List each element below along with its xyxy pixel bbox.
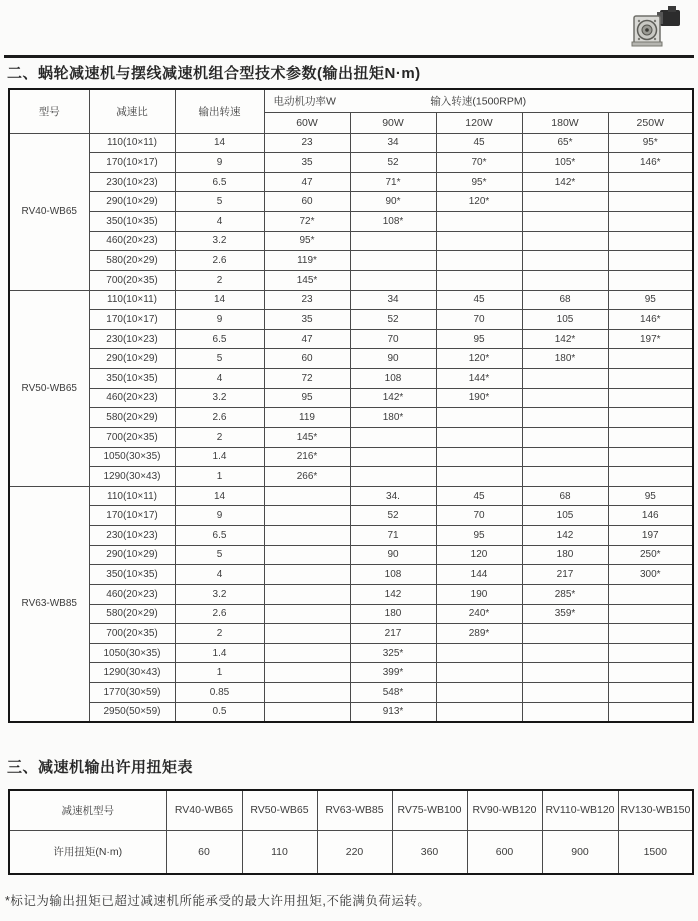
torque-value-cell: 180* <box>350 408 436 428</box>
torque-value-cell: 142 <box>350 584 436 604</box>
motor-power-label: 电动机功率W <box>273 95 336 108</box>
spec-row <box>9 427 693 447</box>
ratio-cell: 700(20×35) <box>89 270 175 290</box>
torque-value-cell: 70* <box>436 153 522 173</box>
col-header-output-speed: 输出转速 <box>175 89 264 133</box>
ratio-cell: 170(10×17) <box>89 310 175 330</box>
torque-value-cell <box>608 172 693 192</box>
ratio-cell: 170(10×17) <box>89 153 175 173</box>
torque-value-cell: 146* <box>608 153 693 173</box>
torque-value-cell <box>436 643 522 663</box>
spec-row <box>9 565 693 585</box>
torque-value-cell: 180 <box>350 604 436 624</box>
spec-row <box>9 369 693 389</box>
ratio-cell: 350(10×35) <box>89 212 175 232</box>
torque-value-cell: 68 <box>522 290 608 310</box>
torque-value-cell <box>350 427 436 447</box>
col-header-60w: 60W <box>264 112 350 133</box>
output-speed-cell: 6.5 <box>175 526 264 546</box>
torque-value-cell <box>436 231 522 251</box>
torque-value-cell <box>264 604 350 624</box>
torque-value-cell: 142 <box>522 526 608 546</box>
torque-value-cell <box>264 683 350 703</box>
output-speed-cell: 14 <box>175 290 264 310</box>
torque-value-cell <box>436 683 522 703</box>
torque-value-cell <box>350 270 436 290</box>
torque-value-cell: 90 <box>350 349 436 369</box>
torque-value-cell <box>436 447 522 467</box>
torque-value-cell: 95 <box>264 388 350 408</box>
output-speed-cell: 1.4 <box>175 447 264 467</box>
torque-value-cell: 70 <box>350 329 436 349</box>
torque-value-cell: 145* <box>264 270 350 290</box>
torque-model-cell: RV63-WB85 <box>317 790 392 830</box>
ratio-cell: 1050(30×35) <box>89 643 175 663</box>
ratio-cell: 110(10×11) <box>89 133 175 153</box>
torque-value-cell: 360 <box>392 830 467 874</box>
spec-row <box>9 270 693 290</box>
torque-value-cell: 95 <box>608 486 693 506</box>
torque-value-cell: 217 <box>522 565 608 585</box>
output-speed-cell: 5 <box>175 349 264 369</box>
torque-value-cell: 266* <box>264 467 350 487</box>
torque-value-cell <box>608 231 693 251</box>
torque-table <box>8 789 694 875</box>
spec-row <box>9 172 693 192</box>
torque-value-cell: 913* <box>350 702 436 722</box>
output-speed-cell: 2 <box>175 270 264 290</box>
model-cell: RV63-WB85 <box>9 486 89 722</box>
ratio-cell: 700(20×35) <box>89 427 175 447</box>
output-speed-cell: 0.5 <box>175 702 264 722</box>
spec-row <box>9 506 693 526</box>
spec-table <box>8 88 694 723</box>
col-header-power-span <box>264 89 693 112</box>
torque-value-cell <box>436 467 522 487</box>
spec-row <box>9 584 693 604</box>
torque-value-cell <box>608 388 693 408</box>
torque-value-cell: 108 <box>350 565 436 585</box>
torque-value-cell: 23 <box>264 290 350 310</box>
torque-value-cell: 120* <box>436 192 522 212</box>
torque-value-cell: 108* <box>350 212 436 232</box>
torque-value-cell <box>264 565 350 585</box>
output-speed-cell: 9 <box>175 310 264 330</box>
torque-value-cell: 120* <box>436 349 522 369</box>
torque-value-cell: 34 <box>350 290 436 310</box>
torque-value-cell: 52 <box>350 310 436 330</box>
torque-value-cell <box>608 624 693 644</box>
ratio-cell: 1770(30×59) <box>89 683 175 703</box>
torque-value-cell: 95* <box>436 172 522 192</box>
torque-value-cell: 52 <box>350 506 436 526</box>
torque-value-cell <box>264 506 350 526</box>
spec-row <box>9 212 693 232</box>
torque-value-cell: 70 <box>436 310 522 330</box>
output-speed-cell: 1 <box>175 467 264 487</box>
ratio-cell: 1050(30×35) <box>89 447 175 467</box>
output-speed-cell: 9 <box>175 506 264 526</box>
torque-value-cell: 399* <box>350 663 436 683</box>
ratio-cell: 350(10×35) <box>89 565 175 585</box>
spec-row <box>9 447 693 467</box>
spec-row <box>9 643 693 663</box>
torque-value-cell: 34. <box>350 486 436 506</box>
spec-row <box>9 624 693 644</box>
ratio-cell: 700(20×35) <box>89 624 175 644</box>
ratio-cell: 2950(50×59) <box>89 702 175 722</box>
spec-row <box>9 192 693 212</box>
output-speed-cell: 1.4 <box>175 643 264 663</box>
torque-value-cell: 105* <box>522 153 608 173</box>
gear-reducer-photo <box>624 4 686 52</box>
torque-value-cell: 548* <box>350 683 436 703</box>
spec-row <box>9 388 693 408</box>
torque-value-cell <box>264 702 350 722</box>
torque-value-cell: 600 <box>467 830 542 874</box>
ratio-cell: 110(10×11) <box>89 290 175 310</box>
ratio-cell: 460(20×23) <box>89 388 175 408</box>
output-speed-cell: 4 <box>175 565 264 585</box>
ratio-cell: 230(10×23) <box>89 329 175 349</box>
output-speed-cell: 14 <box>175 133 264 153</box>
torque-value-cell <box>436 251 522 271</box>
torque-value-cell: 47 <box>264 172 350 192</box>
torque-value-cell <box>522 624 608 644</box>
torque-value-cell: 35 <box>264 310 350 330</box>
torque-value-cell: 108 <box>350 369 436 389</box>
torque-value-cell: 90 <box>350 545 436 565</box>
ratio-cell: 460(20×23) <box>89 231 175 251</box>
torque-value-cell: 190* <box>436 388 522 408</box>
output-speed-cell: 5 <box>175 545 264 565</box>
col-header-model: 型号 <box>9 89 89 133</box>
torque-value-cell <box>608 349 693 369</box>
spec-row <box>9 604 693 624</box>
spec-row <box>9 683 693 703</box>
torque-value-cell: 34 <box>350 133 436 153</box>
torque-value-cell: 300* <box>608 565 693 585</box>
torque-value-cell <box>608 270 693 290</box>
section3-title: 三、减速机输出许用扭矩表 <box>7 759 194 776</box>
torque-value-cell: 120 <box>436 545 522 565</box>
torque-value-cell <box>608 683 693 703</box>
torque-value-cell: 900 <box>542 830 618 874</box>
torque-value-cell: 70 <box>436 506 522 526</box>
ratio-cell: 580(20×29) <box>89 408 175 428</box>
torque-value-cell <box>350 447 436 467</box>
torque-model-cell: RV90-WB120 <box>467 790 542 830</box>
ratio-cell: 290(10×29) <box>89 545 175 565</box>
torque-value-cell <box>436 427 522 447</box>
col-header-ratio: 减速比 <box>89 89 175 133</box>
torque-value-cell: 60 <box>264 192 350 212</box>
torque-value-cell <box>608 663 693 683</box>
output-speed-cell: 0.85 <box>175 683 264 703</box>
torque-value-cell: 180* <box>522 349 608 369</box>
torque-value-cell: 119 <box>264 408 350 428</box>
ratio-cell: 350(10×35) <box>89 369 175 389</box>
torque-value-cell <box>522 467 608 487</box>
torque-value-cell: 142* <box>522 329 608 349</box>
torque-value-cell <box>522 447 608 467</box>
torque-value-cell: 142* <box>350 388 436 408</box>
spec-row <box>9 663 693 683</box>
header-rule <box>4 55 694 58</box>
ratio-cell: 110(10×11) <box>89 486 175 506</box>
spec-row <box>9 349 693 369</box>
spec-row <box>9 153 693 173</box>
torque-model-cell: RV40-WB65 <box>166 790 242 830</box>
torque-value-cell: 197* <box>608 329 693 349</box>
torque-value-cell <box>608 427 693 447</box>
torque-value-cell: 144 <box>436 565 522 585</box>
section2-title: 二、蜗轮减速机与摆线减速机组合型技术参数(输出扭矩N·m) <box>7 65 421 82</box>
spec-header-row-1 <box>9 89 693 112</box>
col-header-90w: 90W <box>350 112 436 133</box>
output-speed-cell: 6.5 <box>175 172 264 192</box>
torque-value-cell <box>608 408 693 428</box>
torque-value-cell: 105 <box>522 506 608 526</box>
ratio-cell: 580(20×29) <box>89 251 175 271</box>
torque-value-cell <box>522 388 608 408</box>
torque-value-cell <box>522 270 608 290</box>
torque-value-cell <box>522 683 608 703</box>
torque-value-cell <box>436 212 522 232</box>
output-speed-cell: 4 <box>175 212 264 232</box>
torque-value-cell: 217 <box>350 624 436 644</box>
torque-value-cell: 359* <box>522 604 608 624</box>
torque-value-cell: 190 <box>436 584 522 604</box>
torque-value-cell <box>608 643 693 663</box>
output-speed-cell: 1 <box>175 663 264 683</box>
torque-value-cell <box>608 251 693 271</box>
torque-value-cell: 95 <box>436 329 522 349</box>
torque-value-cell: 250* <box>608 545 693 565</box>
torque-value-cell: 325* <box>350 643 436 663</box>
output-speed-cell: 2.6 <box>175 408 264 428</box>
torque-value-cell: 1500 <box>618 830 693 874</box>
torque-model-label: 减速机型号 <box>9 790 166 830</box>
torque-value-cell <box>350 467 436 487</box>
spec-row <box>9 702 693 722</box>
torque-value-cell: 142* <box>522 172 608 192</box>
torque-value-cell <box>608 467 693 487</box>
torque-value-cell <box>522 369 608 389</box>
input-speed-label: 输入转速(1500RPM) <box>430 95 527 108</box>
torque-value-cell <box>264 545 350 565</box>
spec-row <box>9 408 693 428</box>
torque-value-cell <box>608 212 693 232</box>
torque-value-cell <box>608 604 693 624</box>
torque-value-cell: 240* <box>436 604 522 624</box>
torque-value-cell: 220 <box>317 830 392 874</box>
torque-value-cell <box>608 584 693 604</box>
spec-row <box>9 545 693 565</box>
ratio-cell: 580(20×29) <box>89 604 175 624</box>
torque-value-cell <box>436 270 522 290</box>
torque-value-cell <box>522 643 608 663</box>
torque-value-cell: 197 <box>608 526 693 546</box>
model-cell: RV40-WB65 <box>9 133 89 290</box>
torque-model-cell: RV50-WB65 <box>242 790 317 830</box>
torque-value-cell: 90* <box>350 192 436 212</box>
ratio-cell: 230(10×23) <box>89 526 175 546</box>
ratio-cell: 1290(30×43) <box>89 467 175 487</box>
torque-value-cell <box>522 212 608 232</box>
torque-value-cell <box>608 192 693 212</box>
torque-value-cell <box>522 251 608 271</box>
col-header-250w: 250W <box>608 112 693 133</box>
torque-value-cell <box>608 369 693 389</box>
torque-value-cell <box>608 447 693 467</box>
output-speed-cell: 5 <box>175 192 264 212</box>
output-speed-cell: 14 <box>175 486 264 506</box>
torque-value-cell: 95 <box>436 526 522 546</box>
output-speed-cell: 2 <box>175 427 264 447</box>
torque-value-cell: 72* <box>264 212 350 232</box>
torque-value-cell: 180 <box>522 545 608 565</box>
output-speed-cell: 3.2 <box>175 388 264 408</box>
torque-value-cell <box>522 192 608 212</box>
output-speed-cell: 2.6 <box>175 251 264 271</box>
torque-value-cell: 52 <box>350 153 436 173</box>
torque-value-cell: 95* <box>264 231 350 251</box>
torque-model-cell: RV130-WB150 <box>618 790 693 830</box>
torque-value-cell: 95* <box>608 133 693 153</box>
model-cell: RV50-WB65 <box>9 290 89 486</box>
torque-value-row <box>9 830 693 874</box>
torque-value-cell <box>350 251 436 271</box>
torque-value-cell: 105 <box>522 310 608 330</box>
torque-value-cell: 60 <box>166 830 242 874</box>
torque-value-cell: 146 <box>608 506 693 526</box>
spec-row <box>9 467 693 487</box>
torque-value-cell <box>522 231 608 251</box>
col-header-120w: 120W <box>436 112 522 133</box>
torque-value-cell <box>264 643 350 663</box>
output-speed-cell: 4 <box>175 369 264 389</box>
torque-value-cell: 216* <box>264 447 350 467</box>
torque-value-cell: 72 <box>264 369 350 389</box>
torque-model-cell: RV110-WB120 <box>542 790 618 830</box>
torque-model-cell: RV75-WB100 <box>392 790 467 830</box>
torque-value-cell <box>436 702 522 722</box>
col-header-180w: 180W <box>522 112 608 133</box>
output-speed-cell: 9 <box>175 153 264 173</box>
torque-value-cell <box>350 231 436 251</box>
torque-value-cell: 23 <box>264 133 350 153</box>
spec-row <box>9 486 693 506</box>
torque-value-cell <box>522 663 608 683</box>
torque-value-cell: 71* <box>350 172 436 192</box>
torque-value-cell: 35 <box>264 153 350 173</box>
spec-table-body <box>9 133 693 722</box>
torque-value-label: 许用扭矩(N·m) <box>9 830 166 874</box>
spec-row <box>9 310 693 330</box>
ratio-cell: 1290(30×43) <box>89 663 175 683</box>
ratio-cell: 290(10×29) <box>89 349 175 369</box>
torque-value-cell: 68 <box>522 486 608 506</box>
ratio-cell: 290(10×29) <box>89 192 175 212</box>
torque-value-cell: 65* <box>522 133 608 153</box>
torque-value-cell <box>264 663 350 683</box>
spec-row <box>9 251 693 271</box>
output-speed-cell: 2.6 <box>175 604 264 624</box>
torque-value-cell <box>264 486 350 506</box>
torque-value-cell <box>264 526 350 546</box>
torque-value-cell: 45 <box>436 133 522 153</box>
torque-value-cell: 95 <box>608 290 693 310</box>
torque-value-cell <box>436 408 522 428</box>
ratio-cell: 460(20×23) <box>89 584 175 604</box>
torque-value-cell: 145* <box>264 427 350 447</box>
torque-value-cell: 285* <box>522 584 608 604</box>
output-speed-cell: 3.2 <box>175 584 264 604</box>
spec-row <box>9 133 693 153</box>
torque-value-cell: 110 <box>242 830 317 874</box>
output-speed-cell: 3.2 <box>175 231 264 251</box>
torque-value-cell: 71 <box>350 526 436 546</box>
spec-row <box>9 290 693 310</box>
torque-value-cell <box>264 584 350 604</box>
torque-value-cell: 144* <box>436 369 522 389</box>
torque-value-cell: 119* <box>264 251 350 271</box>
torque-value-cell: 47 <box>264 329 350 349</box>
torque-value-cell <box>264 624 350 644</box>
torque-value-cell <box>608 702 693 722</box>
torque-value-cell: 146* <box>608 310 693 330</box>
output-speed-cell: 6.5 <box>175 329 264 349</box>
ratio-cell: 230(10×23) <box>89 172 175 192</box>
torque-value-cell <box>436 663 522 683</box>
torque-value-cell <box>522 427 608 447</box>
torque-value-cell: 289* <box>436 624 522 644</box>
spec-row <box>9 329 693 349</box>
torque-value-cell <box>522 408 608 428</box>
spec-row <box>9 526 693 546</box>
spec-row <box>9 231 693 251</box>
torque-value-cell: 45 <box>436 486 522 506</box>
torque-value-cell: 60 <box>264 349 350 369</box>
gear-reducer-icon <box>624 4 686 52</box>
asterisk-footnote: *标记为输出扭矩已超过减速机所能承受的最大许用扭矩,不能满负荷运转。 <box>5 894 431 908</box>
torque-value-cell <box>522 702 608 722</box>
torque-model-row <box>9 790 693 830</box>
torque-value-cell: 45 <box>436 290 522 310</box>
output-speed-cell: 2 <box>175 624 264 644</box>
ratio-cell: 170(10×17) <box>89 506 175 526</box>
